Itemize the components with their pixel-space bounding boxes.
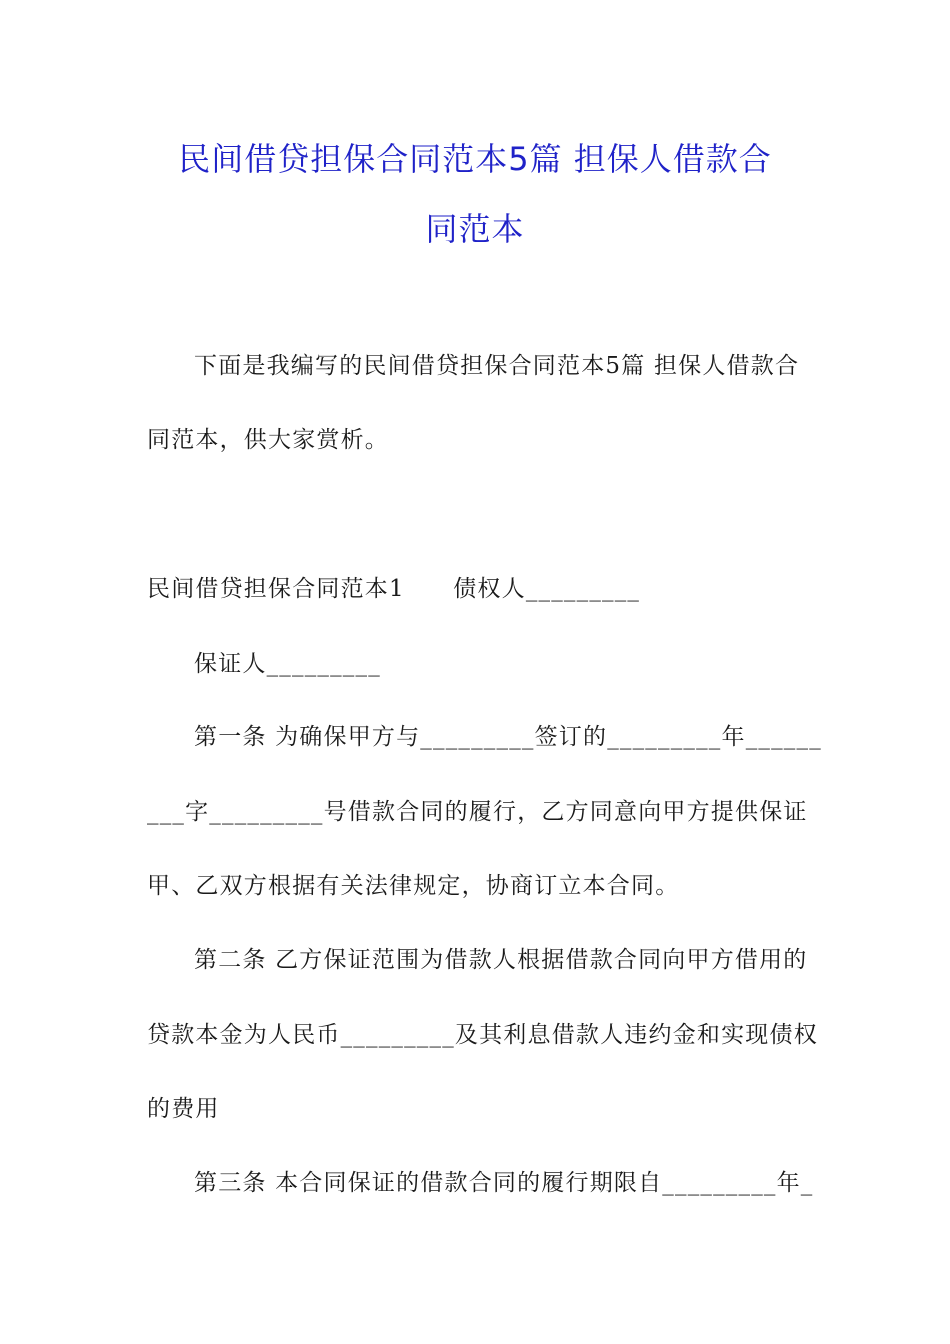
contract-heading-line: 民间借贷担保合同范本1 债权人_________ [147, 576, 641, 602]
guarantor-line: 保证人_________ [194, 651, 381, 677]
intro-line-2: 同范本，供大家赏析。 [147, 427, 389, 453]
article-3-line-1: 第三条 本合同保证的借款合同的履行期限自_________年_ [194, 1170, 814, 1196]
intro-line-1: 下面是我编写的民间借贷担保合同范本5篇 担保人借款合 [194, 353, 800, 379]
article-2-line-2: 贷款本金为人民币_________及其利息借款人违约金和实现债权 [147, 1022, 818, 1048]
article-1-line-2: ___字_________号借款合同的履行，乙方同意向甲方提供保证 [147, 799, 808, 825]
document-title-line-1: 民间借贷担保合同范本5篇 担保人借款合 [178, 140, 772, 178]
article-2-line-1: 第二条 乙方保证范围为借款人根据借款合同向甲方借用的 [194, 947, 808, 973]
document-title-line-2: 同范本 [425, 210, 525, 248]
article-2-line-3: 的费用 [147, 1096, 220, 1122]
article-1-line-1: 第一条 为确保甲方与_________签订的_________年______ [194, 724, 822, 750]
article-1-line-3: 甲、乙双方根据有关法律规定，协商订立本合同。 [147, 873, 680, 899]
